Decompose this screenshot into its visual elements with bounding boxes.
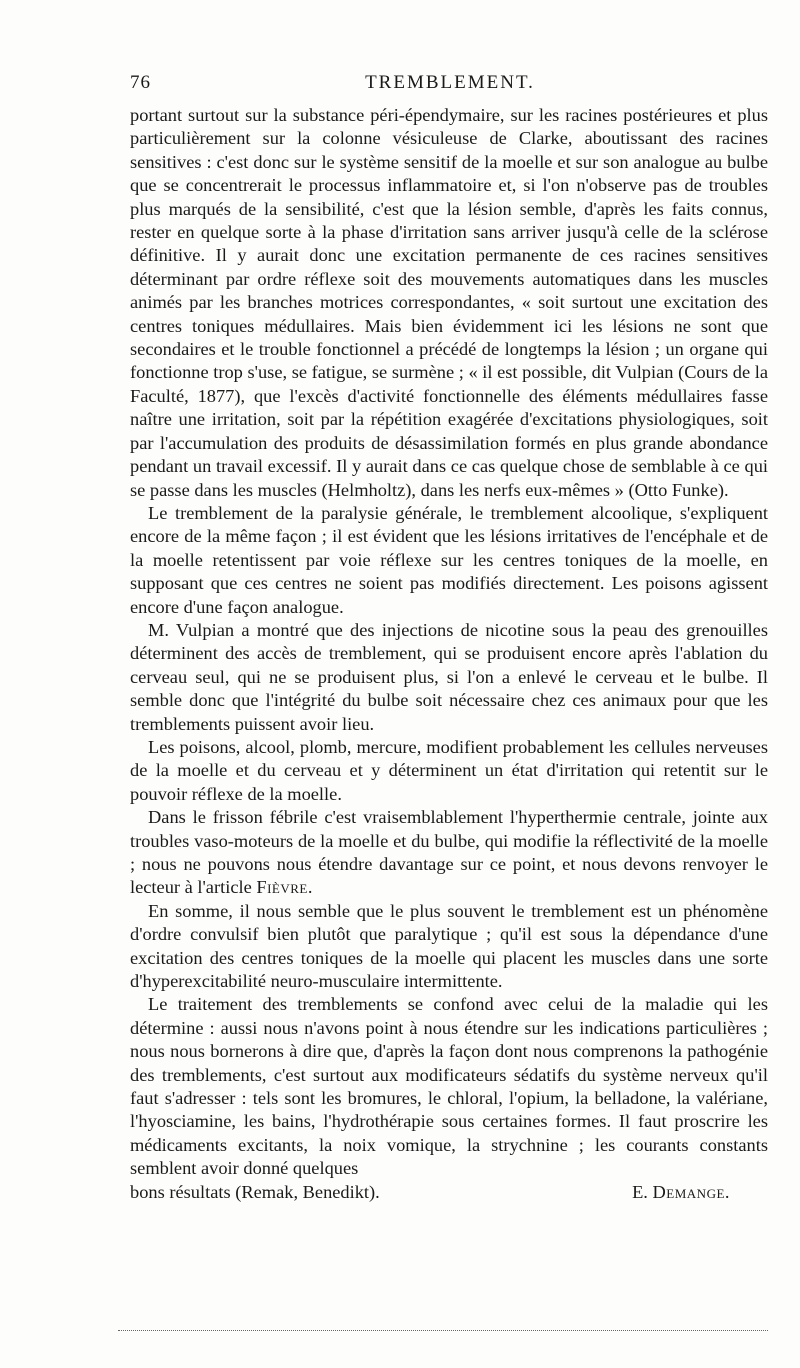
- paragraph-en-somme: En somme, il nous semble que le plus souvent le tremblement est un phénomène d'ordre convulsif bien plutôt que paralytique ; qu'il est sous la dépendance d'une excitation des centres toniques de la moelle qui placent les muscles dans une sorte d'hyperexcitabilité neuro-musculaire intermittente.: [130, 900, 768, 992]
- author-name: Demange.: [652, 1181, 730, 1202]
- page-header: [130, 72, 770, 98]
- paragraph-frisson: [130, 806, 768, 900]
- closing-line: bons résultats (Remak, Benedikt).: [130, 1181, 380, 1202]
- footer-dotted-rule: [118, 1330, 768, 1331]
- signature-line: [130, 1181, 768, 1204]
- paragraph-frisson-end: .: [307, 877, 313, 898]
- page-number: 76: [130, 72, 151, 93]
- author-initial: E.: [632, 1181, 653, 1202]
- body-text: [130, 104, 768, 1204]
- paragraph-continued: portant surtout sur la substance péri-épendymaire, sur les racines postérieures et plus particulièrement sur la colonne vésiculeuse de Clarke, aboutissant des racines sensitives : c'est donc sur le système sensitif de la moelle et sur son analogue au bulbe que se concentrerait le processus inflammatoire et, si l'on n'observe pas de troubles plus marqués de la sensibilité, c'est que la lésion semble, d'après les faits connus, rester en quelque sorte à la phase d'irritation sans arriver jusqu'à celle de la sclérose définitive. Il y aurait donc une excitation permanente de ces racines sensitives déterminant par ordre réflexe soit des mouvements automatiques dans les muscles animés par les branches motrices correspondantes, « soit surtout une excitation des centres toniques médullaires. Mais bien évidemment ici les lésions ne sont que secondaires et le trouble fonctionnel a précédé de longtemps la lésion ; un organe qui fonctionne trop s'use, se fatigue, se surmène ; « il est possible, dit Vulpian (Cours de la Faculté, 1877), que l'excès d'activité fonctionnelle des éléments médullaires fasse naître une irritation, soit par la répétition exagérée d'excitations physiologiques, soit par l'accumulation des produits de désassimilation formés en plus grande abondance pendant un travail excessif. Il y aurait dans ce cas quelque chose de semblable à ce qui se passe dans les muscles (Helmholtz), dans les nerfs eux-mêmes » (Otto Funke).: [130, 105, 768, 500]
- running-title: TREMBLEMENT.: [365, 72, 535, 93]
- paragraph-paralysie: Le tremblement de la paralysie générale, le tremblement alcoolique, s'expliquent encore de la même façon ; il est évident que les lésions irritatives de l'encéphale et de la moelle retentissent par voie réflexe sur les centres toniques de la moelle, en supposant que ces centres ne soient pas modifiés directement. Les poisons agissent encore d'une façon analogue.: [130, 502, 768, 617]
- paragraph-frisson-text: Dans le frisson fébrile c'est vraisemblablement l'hyperthermie centrale, jointe aux troubles vaso-moteurs de la moelle et du bulbe, qui modifie la réflectivité de la moelle ; nous ne pouvons nous étendre davantage sur ce point, et nous devons renvoyer le lecteur à l'article: [130, 807, 768, 898]
- paragraph-poisons: Les poisons, alcool, plomb, mercure, modifient probablement les cellules nerveuses de la moelle et du cerveau et y déterminent un état d'irritation qui retentit sur le pouvoir réflexe de la moelle.: [130, 736, 768, 804]
- author-signature: [632, 1181, 768, 1204]
- fievre-reference: Fièvre: [256, 877, 308, 898]
- paragraph-vulpian: M. Vulpian a montré que des injections de nicotine sous la peau des grenouilles déterminent des accès de tremblement, qui se produisent encore après l'ablation du cerveau seul, qui ne se produisent plus, si l'on a enlevé le cerveau et le bulbe. Il semble donc que l'intégrité du bulbe soit nécessaire chez ces animaux pour que les tremblements puissent avoir lieu.: [130, 619, 768, 734]
- paragraph-traitement: Le traitement des tremblements se confond avec celui de la maladie qui les détermine : aussi nous n'avons point à nous étendre sur les indications particulières ; nous nous bornerons à dire que, d'après la façon dont nous comprenons la pathogénie des tremblements, c'est surtout aux modificateurs sédatifs du système nerveux qu'il faut s'adresser : tels sont les bromures, le chloral, l'opium, la belladone, la valériane, l'hyosciamine, les bains, l'hydrothérapie sous certaines formes. Il faut proscrire les médicaments excitants, la noix vomique, la strychnine ; les courants constants semblent avoir donné quelques: [130, 994, 768, 1179]
